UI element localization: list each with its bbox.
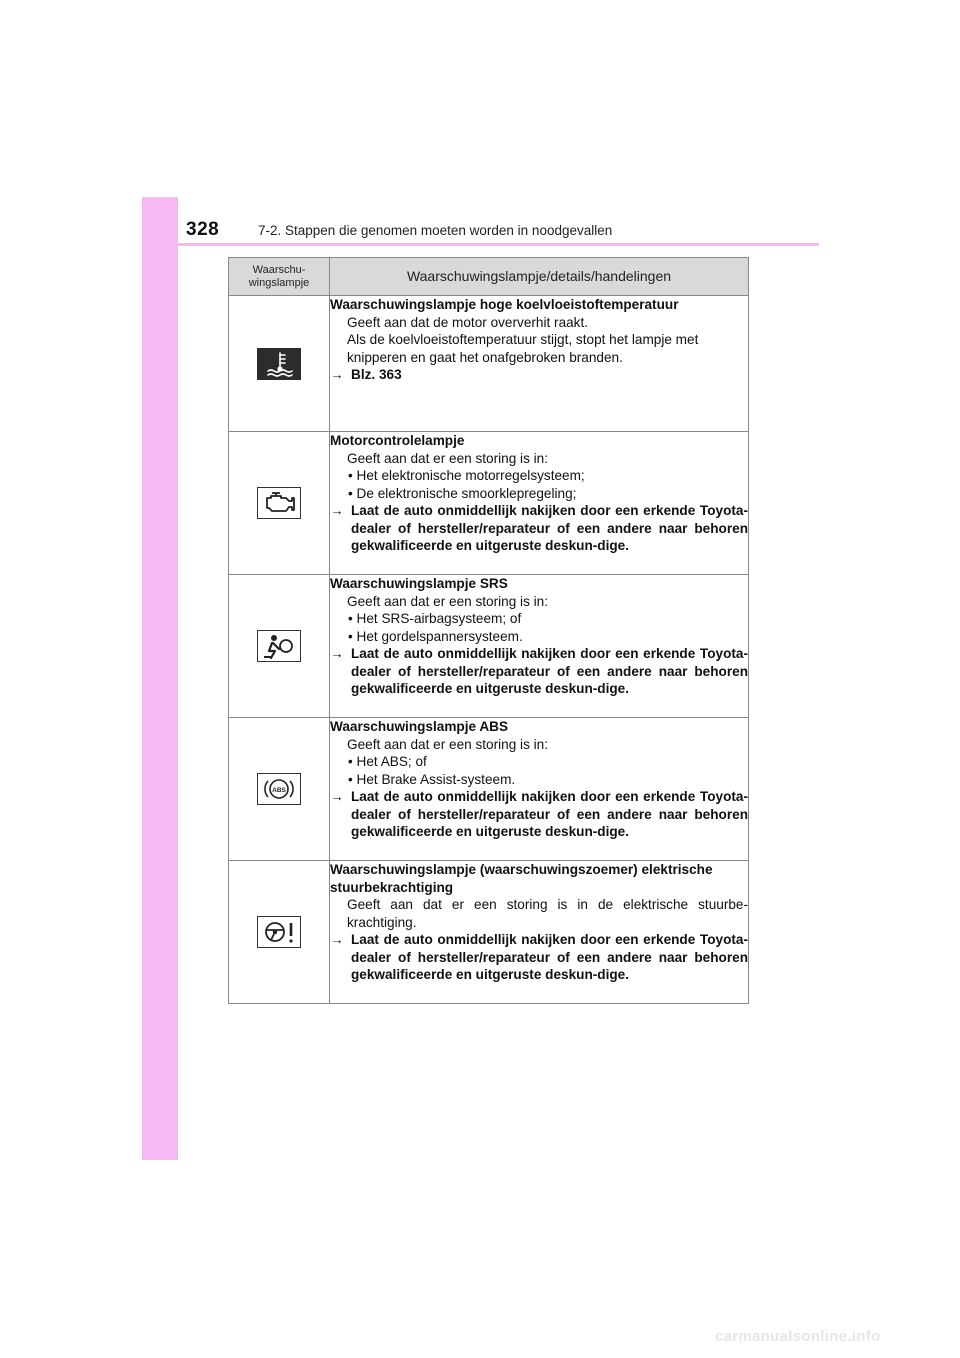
abs-icon [257, 773, 301, 805]
row-title: Waarschuwingslampje (waarschuwingszoemer) elektrische stuurbekrachtiging [330, 862, 713, 895]
warning-lamp-table [228, 257, 749, 1004]
table-header-row [229, 258, 749, 296]
srs-airbag-icon [257, 630, 301, 662]
watermark: carmanualsonline.info [715, 1328, 881, 1345]
side-tab-band [142, 197, 178, 1160]
header-rule [142, 243, 819, 246]
col-header-lamp: Waarschu- wingslampje [229, 258, 330, 296]
row-title: Motorcontrolelampje [330, 433, 465, 448]
table-row: Waarschuwingslampje hoge koelvloeistoftemperatuur Geeft aan dat de motor oververhit raakt. Als de koelvloeistoftemperatuur stijgt, stopt het lampje met knipperen en gaat het onafgebroken branden. → Blz. 363 [229, 296, 749, 432]
power-steering-warning-icon [257, 916, 301, 948]
page-header [178, 212, 818, 246]
coolant-temperature-icon [257, 348, 301, 380]
reference-link[interactable]: → Blz. 363 [330, 367, 402, 382]
row-title: Waarschuwingslampje hoge koelvloeistoftemperatuur [330, 297, 679, 312]
chapter-title: 7-2. Stappen die genomen moeten worden in noodgevallen [258, 223, 613, 238]
abs-icon-label: ABS [272, 787, 286, 794]
page-number: 328 [186, 219, 220, 240]
col-header-details: Waarschuwingslampje/details/handelingen [330, 258, 749, 296]
table-row: Motorcontrolelampje Geeft aan dat er een storing is in: • Het elektronische motorregelsysteem; • De elektronische smoorklepregeling; → Laat de auto onmiddellijk nakijken door een erkende Toyota-dealer of hersteller/reparateur of een andere naar behoren gekwalificeerde en uitgeruste deskun-dige. [229, 432, 749, 575]
row-title: Waarschuwingslampje ABS [330, 719, 509, 734]
table-row: ABS Waarschuwingslampje ABS Geeft aan dat er een storing is in: • Het ABS; of • Het Brake Assist-systeem. → Laat de auto onmiddellijk nakijken door een erkende Toyota-dealer of hersteller/reparateur of een andere naar behoren gekwalificeerde en uitgeruste deskun-dige. [229, 718, 749, 861]
table-row: Waarschuwingslampje SRS Geeft aan dat er een storing is in: • Het SRS-airbagsysteem; of • Het gordelspannersysteem. → Laat de auto onmiddellijk nakijken door een erkende Toyota-dealer of hersteller/reparateur of een andere naar behoren gekwalificeerde en uitgeruste deskun-dige. [229, 575, 749, 718]
table-row: Waarschuwingslampje (waarschuwingszoemer) elektrische stuurbekrachtiging Geeft aan dat er een storing is in de elektrische stuurbe-krachtiging. → Laat de auto onmiddellijk nakijken door een erkende Toyota-dealer of hersteller/reparateur of een andere naar behoren gekwalificeerde en uitgeruste deskun-dige. [229, 861, 749, 1004]
engine-check-icon [257, 487, 301, 519]
row-title: Waarschuwingslampje SRS [330, 576, 508, 591]
